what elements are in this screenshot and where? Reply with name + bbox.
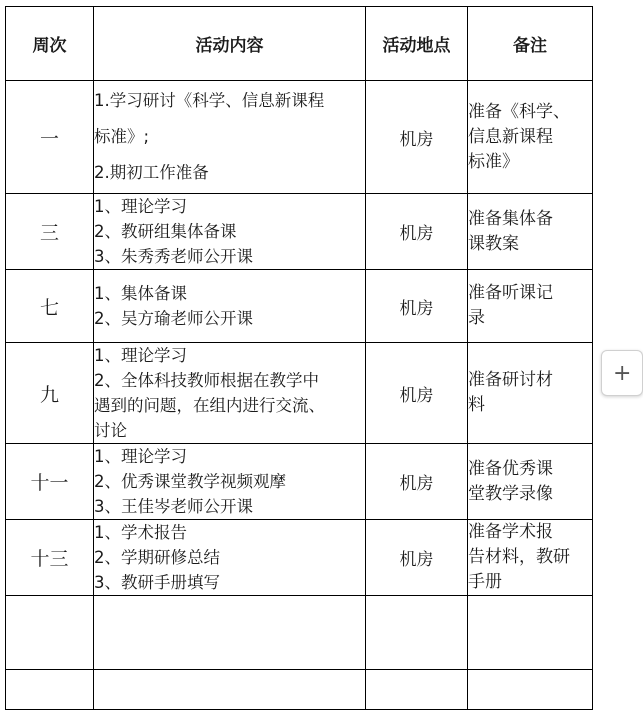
notes-line: 手册: [468, 572, 502, 592]
week-cell: 三: [6, 194, 94, 270]
notes-line: 准备《科学、: [468, 101, 570, 122]
content-line: 1、理论学习: [94, 346, 187, 365]
notes-line: 准备学术报: [468, 522, 553, 542]
content-line: 3、朱秀秀老师公开课: [94, 247, 253, 266]
empty-cell: [6, 670, 94, 710]
notes-line: 准备听课记: [468, 283, 553, 303]
empty-cell: [468, 670, 593, 710]
table-row: [6, 444, 593, 520]
week-cell: 十三: [6, 520, 94, 596]
location-cell: 机房: [366, 343, 468, 444]
table-row: [6, 343, 593, 444]
week-cell: 十一: [6, 444, 94, 520]
table-row: [6, 520, 593, 596]
location-cell: 机房: [366, 520, 468, 596]
header-notes: 备注: [468, 7, 593, 81]
empty-cell: [468, 596, 593, 670]
content-line: 2、全体科技教师根据在教学中: [94, 371, 319, 390]
week-cell: 七: [6, 270, 94, 343]
empty-cell: [366, 596, 468, 670]
notes-line: 录: [468, 308, 485, 328]
content-cell: [94, 81, 366, 194]
content-line: 3、教研手册填写: [94, 573, 220, 592]
empty-cell: [6, 596, 94, 670]
content-line: 1、集体备课: [94, 284, 187, 303]
content-line: 3、王佳岑老师公开课: [94, 497, 253, 516]
location-cell: 机房: [366, 194, 468, 270]
content-line: 2、学期研修总结: [94, 548, 220, 567]
notes-line: 堂教学录像: [468, 483, 553, 504]
content-line: 1、理论学习: [94, 197, 187, 216]
location-cell: 机房: [366, 81, 468, 194]
table-row: [6, 194, 593, 270]
empty-table-row: [6, 596, 593, 670]
table-row: [6, 81, 593, 194]
content-line: 2、吴方瑜老师公开课: [94, 309, 253, 328]
header-week: 周次: [6, 7, 94, 81]
table-row: [6, 270, 593, 343]
content-cell: [94, 270, 366, 343]
notes-cell: [468, 270, 593, 343]
location-cell: 机房: [366, 270, 468, 343]
notes-cell: [468, 343, 593, 444]
notes-cell: [468, 81, 593, 194]
empty-cell: [366, 670, 468, 710]
content-cell: [94, 520, 366, 596]
empty-table-row: [6, 670, 593, 710]
content-line: 1、学术报告: [94, 523, 187, 542]
empty-cell: [94, 596, 366, 670]
week-cell: 一: [6, 81, 94, 194]
content-cell: [94, 194, 366, 270]
header-location: 活动地点: [366, 7, 468, 81]
notes-line: 准备集体备: [468, 208, 553, 229]
content-cell: [94, 343, 366, 444]
notes-cell: [468, 194, 593, 270]
content-cell: [94, 444, 366, 520]
notes-line: 告材料，教研: [468, 547, 570, 567]
notes-line: 信息新课程: [468, 126, 553, 147]
week-cell: 九: [6, 343, 94, 444]
notes-line: 准备优秀课: [468, 458, 553, 479]
activity-schedule-table: [5, 6, 593, 710]
notes-cell: [468, 444, 593, 520]
empty-cell: [94, 670, 366, 710]
notes-line: 标准》: [468, 151, 519, 172]
content-line: 2、教研组集体备课: [94, 222, 237, 241]
notes-line: 准备研讨材: [468, 370, 553, 390]
content-line: 2.期初工作准备: [94, 163, 209, 182]
plus-icon: +: [613, 361, 632, 386]
content-line: 标准》;: [94, 127, 150, 146]
content-line: 遇到的问题，在组内进行交流、: [94, 396, 325, 415]
content-line: 2、优秀课堂教学视频观摩: [94, 472, 286, 491]
add-button[interactable]: [601, 350, 643, 396]
table-header-row: [6, 7, 593, 81]
notes-line: 课教案: [468, 233, 519, 254]
content-line: 1、理论学习: [94, 447, 187, 466]
notes-line: 料: [468, 395, 485, 415]
notes-cell: [468, 520, 593, 596]
content-line: 讨论: [94, 421, 127, 440]
location-cell: 机房: [366, 444, 468, 520]
content-line: 1.学习研讨《科学、信息新课程: [94, 91, 325, 110]
header-content: 活动内容: [94, 7, 366, 81]
